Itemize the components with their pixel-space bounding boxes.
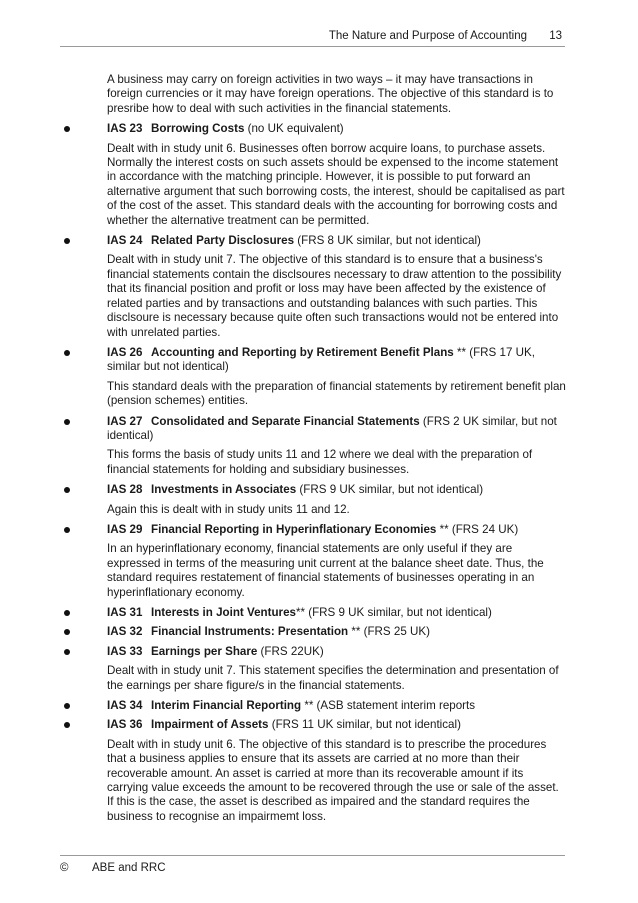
standard-description: Dealt with in study unit 7. This statement specifies the determination and presentation of the earnings per share figure/s in the financial statements.	[107, 664, 559, 692]
page-footer	[60, 855, 565, 874]
standard-item	[60, 234, 566, 248]
standard-item	[60, 483, 566, 497]
standard-equivalent: ** (FRS 24 UK)	[436, 522, 519, 536]
standard-equivalent: ** (FRS 9 UK similar, but not identical)	[295, 606, 492, 619]
standards-list	[60, 122, 566, 824]
standard-name: Borrowing Costs	[151, 122, 245, 136]
standard-code: IAS 24	[107, 234, 143, 248]
standard-heading	[107, 415, 566, 444]
standard-name: Impairment of Assets	[151, 718, 269, 732]
standard-equivalent: ** (FRS 25 UK)	[348, 625, 430, 639]
page-number: 13	[549, 30, 562, 42]
bullet-icon	[64, 629, 70, 635]
bullet-icon	[64, 487, 70, 493]
standard-item	[60, 606, 566, 620]
standard-name: Consolidated and Separate Financial Statements	[151, 414, 420, 428]
standard-code: IAS 34	[107, 699, 143, 713]
standard-heading	[107, 122, 566, 136]
standard-name: Accounting and Reporting by Retirement Benefit Plans	[151, 345, 454, 359]
bullet-icon	[64, 610, 70, 616]
standard-name: Interests in Joint Ventures	[151, 606, 296, 619]
standard-heading	[107, 718, 566, 732]
standard-equivalent: (no UK equivalent)	[244, 122, 344, 136]
standard-description: In an hyperinflationary economy, financial statements are only useful if they are expressed in terms of the measuring unit current at the balance sheet date. Thus, the standard requires restatement of financial statements of businesses operating in an hyperinflationary economy.	[107, 542, 544, 599]
standard-item	[60, 346, 566, 375]
standard-equivalent: (FRS 22UK)	[257, 644, 324, 658]
standard-name: Financial Reporting in Hyperinflationary Economies	[151, 522, 437, 536]
standard-item	[60, 523, 566, 537]
standard-item	[60, 699, 566, 713]
standard-code: IAS 29	[107, 522, 143, 536]
bullet-icon	[64, 649, 70, 655]
bullet-icon	[64, 722, 70, 728]
standard-description: Dealt with in study unit 6. The objective of this standard is to prescribe the procedures that a business applies to ensure that its assets are carried at no more than their recoverable amount. An asset is carried at more than its recoverable amount if its carrying value exceeds the amount to be recovered through the use or sale of the asset. If this is the case, the asset is described as impaired and the standard requires the business to recognise an impairmemt loss.	[107, 737, 559, 823]
bullet-icon	[64, 238, 70, 244]
standard-heading	[107, 483, 566, 497]
copyright-symbol: ©	[60, 862, 69, 874]
standard-name: Investments in Associates	[151, 483, 297, 497]
standard-description: Again this is dealt with in study units 11 and 12.	[107, 502, 350, 516]
standard-name: Financial Instruments: Presentation	[151, 625, 349, 639]
standard-code: IAS 26	[107, 345, 143, 359]
standard-description: Dealt with in study unit 6. Businesses often borrow acquire loans, to purchase assets. Normally the interest costs on such assets should be expensed to the income statement in accordance with the matching principle. However, it is possible to put forward an alternative argument that such borrowing costs, the interest, should be capitalised as part of the cost of the asset. This standard deals with the accounting for borrowing costs and whether the alternative treatment can be permitted.	[107, 141, 565, 227]
standard-heading	[107, 346, 566, 375]
standard-item	[60, 415, 566, 444]
standard-name: Earnings per Share	[151, 644, 258, 658]
standard-item	[60, 625, 566, 639]
standard-description: This forms the basis of study units 11 and 12 where we deal with the preparation of financial statements for holding and subsidiary businesses.	[107, 448, 533, 476]
standard-item	[60, 645, 566, 659]
standard-heading	[107, 606, 566, 620]
standard-code: IAS 32	[107, 625, 143, 639]
standard-item	[60, 718, 566, 732]
intro-paragraph: A business may carry on foreign activities in two ways – it may have transactions in foreign currencies or it may have foreign operations. The objective of this standard is to presribe how to deal with such activities in the financial statements.	[107, 73, 554, 115]
standard-item	[60, 122, 566, 136]
page-content	[60, 73, 566, 830]
standard-description: Dealt with in study unit 7. The objective of this standard is to ensure that a business's financial statements contain the disclsoures necessary to draw attention to the possibility that its financial position and profit or loss may have been affected by the existence of related parties and by transactions and outstanding balances with such parties. This disclsoure is necessary because quite often such transactions would not be entered into with unrelated parties.	[107, 253, 562, 339]
bullet-icon	[64, 527, 70, 533]
standard-heading	[107, 645, 566, 659]
bullet-icon	[64, 419, 70, 425]
standard-heading	[107, 625, 566, 639]
header-title: The Nature and Purpose of Accounting	[328, 30, 527, 42]
standard-name: Related Party Disclosures	[151, 234, 295, 248]
standard-code: IAS 28	[107, 483, 143, 497]
page-header	[60, 28, 565, 47]
standard-equivalent: ** (FRS 17 UK, similar but not identical)	[107, 345, 535, 374]
standard-code: IAS 33	[107, 644, 143, 658]
standard-heading	[107, 699, 566, 713]
standard-code: IAS 36	[107, 718, 143, 732]
standard-name: Interim Financial Reporting	[151, 699, 302, 713]
standard-equivalent: ** (ASB statement interim reports	[301, 699, 476, 713]
standard-equivalent: (FRS 2 UK similar, but not identical)	[107, 414, 557, 442]
standard-equivalent: (FRS 8 UK similar, but not identical)	[294, 234, 481, 248]
footer-text: ABE and RRC	[92, 862, 166, 874]
standard-code: IAS 23	[107, 122, 143, 136]
standard-equivalent: (FRS 11 UK similar, but not identical)	[268, 718, 461, 732]
standard-description: This standard deals with the preparation of financial statements by retirement benefit plan (pension schemes) entities.	[107, 379, 566, 408]
standard-code: IAS 27	[107, 414, 143, 428]
bullet-icon	[64, 703, 70, 709]
standard-code: IAS 31	[107, 606, 143, 619]
bullet-icon	[64, 350, 70, 356]
standard-heading	[107, 523, 566, 537]
standard-equivalent: (FRS 9 UK similar, but not identical)	[296, 483, 484, 497]
standard-heading	[107, 234, 566, 248]
bullet-icon	[64, 126, 70, 132]
